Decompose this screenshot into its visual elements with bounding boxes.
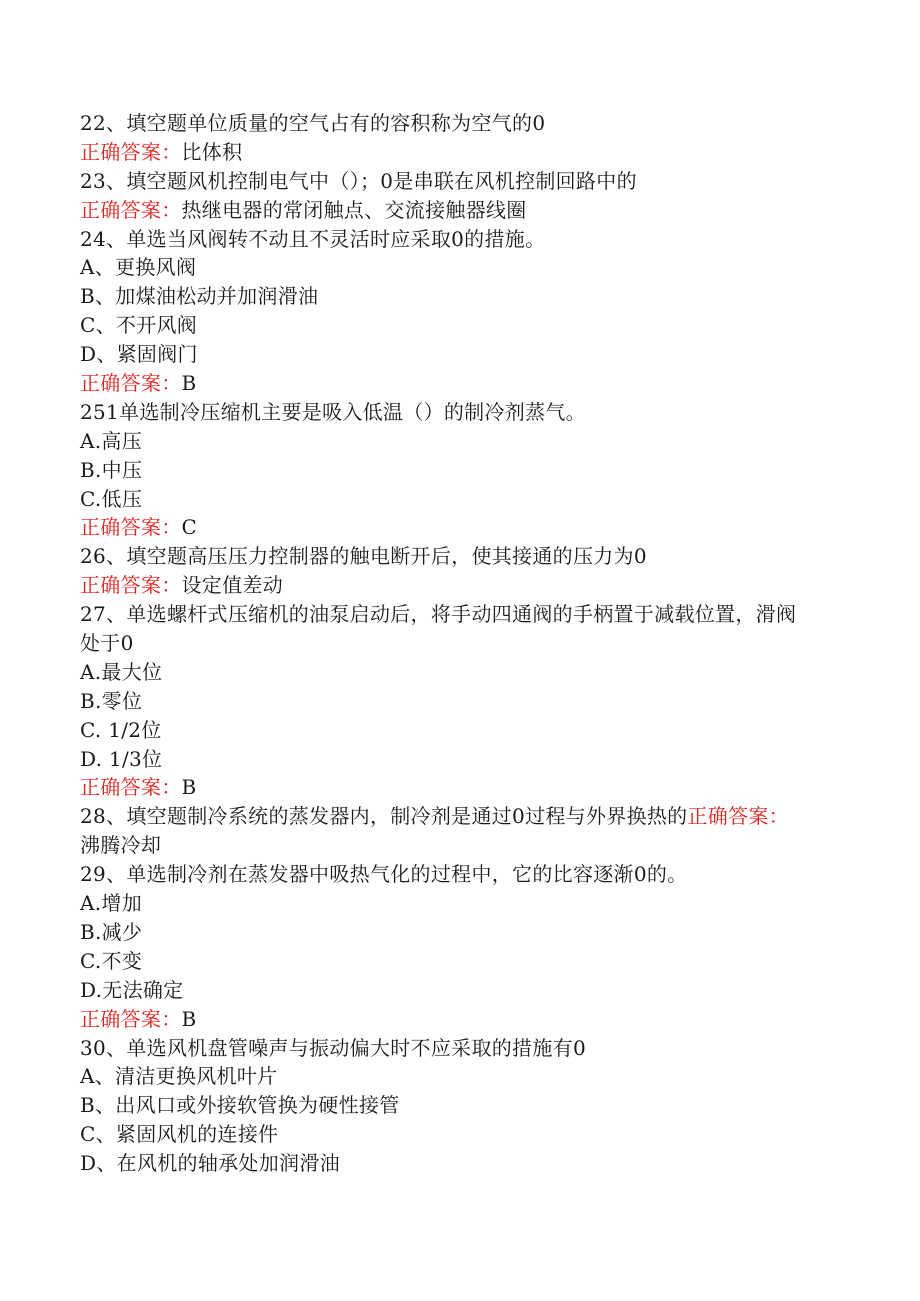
answer-value: B — [181, 371, 197, 396]
answer-line — [80, 773, 850, 802]
option: B.零位 — [80, 688, 143, 713]
answer-value: B — [181, 775, 197, 800]
answer-line — [80, 571, 850, 600]
answer-line — [80, 369, 850, 398]
answer-label: 正确答案： — [80, 139, 182, 164]
option: D、紧固阀门 — [80, 342, 198, 367]
answer-label: 正确答案： — [80, 775, 182, 800]
option: C、不开风阀 — [80, 313, 198, 338]
option: B、加煤油松动并加润滑油 — [80, 284, 319, 309]
option: C.不变 — [80, 948, 143, 973]
question-stem: 26、填空题高压压力控制器的触电断开后，使其接通的压力为0 — [80, 544, 647, 569]
option: D. 1/3位 — [80, 746, 163, 771]
option: A、更换风阀 — [80, 255, 197, 280]
question-stem: 27、单选螺杆式压缩机的油泵启动后，将手动四通阀的手柄置于减载位置，滑阀 — [80, 602, 797, 627]
question-stem: 28、填空题制冷系统的蒸发器内，制冷剂是通过0过程与外界换热的 — [80, 804, 688, 829]
answer-label: 正确答案： — [80, 515, 182, 540]
answer-line — [80, 1005, 850, 1034]
answer-value: 热继电器的常闭触点、交流接触器线圈 — [181, 197, 527, 222]
answer-line — [80, 138, 850, 167]
question-stem-with-answer — [80, 802, 850, 831]
option: C、紧固风机的连接件 — [80, 1122, 279, 1147]
answer-value: C — [181, 515, 198, 540]
answer-label: 正确答案： — [687, 804, 789, 829]
option: B.中压 — [80, 457, 143, 482]
option: B.减少 — [80, 919, 143, 944]
option: C. 1/2位 — [80, 717, 162, 742]
answer-value: 比体积 — [181, 139, 243, 164]
answer-label: 正确答案： — [80, 573, 182, 598]
question-stem: 29、单选制冷剂在蒸发器中吸热气化的过程中，它的比容逐渐0的。 — [80, 862, 688, 887]
answer-line — [80, 196, 850, 225]
answer-label: 正确答案： — [80, 1006, 182, 1031]
answer-value: 沸腾冷却 — [80, 833, 162, 858]
option: B、出风口或外接软管换为硬性接管 — [80, 1093, 400, 1118]
question-stem: 22、填空题单位质量的空气占有的容积称为空气的0 — [80, 111, 546, 135]
option: A、清洁更换风机叶片 — [80, 1064, 278, 1089]
answer-label: 正确答案： — [80, 197, 182, 222]
option: A.高压 — [80, 428, 143, 453]
answer-line — [80, 513, 850, 542]
option: D.无法确定 — [80, 977, 184, 1002]
answer-label: 正确答案： — [80, 371, 182, 396]
question-stem-continued: 处于0 — [80, 631, 134, 656]
question-stem: 24、单选当风阀转不动且不灵活时应采取0的措施。 — [80, 226, 546, 251]
answer-value: 设定值差动 — [181, 573, 283, 598]
option: C.低压 — [80, 486, 143, 511]
question-list — [80, 109, 850, 1178]
question-stem: 23、填空题风机控制电气中（）；0是串联在风机控制回路中的 — [80, 168, 637, 193]
answer-value-line — [80, 831, 850, 860]
question-stem: 251单选制冷压缩机主要是吸入低温（）的制冷剂蒸气。 — [80, 399, 586, 424]
answer-value: B — [181, 1006, 197, 1031]
option: A.增加 — [80, 891, 143, 916]
question-stem: 30、单选风机盘管噪声与振动偏大时不应采取的措施有0 — [80, 1035, 586, 1060]
option: A.最大位 — [80, 659, 163, 684]
option: D、在风机的轴承处加润滑油 — [80, 1151, 340, 1176]
